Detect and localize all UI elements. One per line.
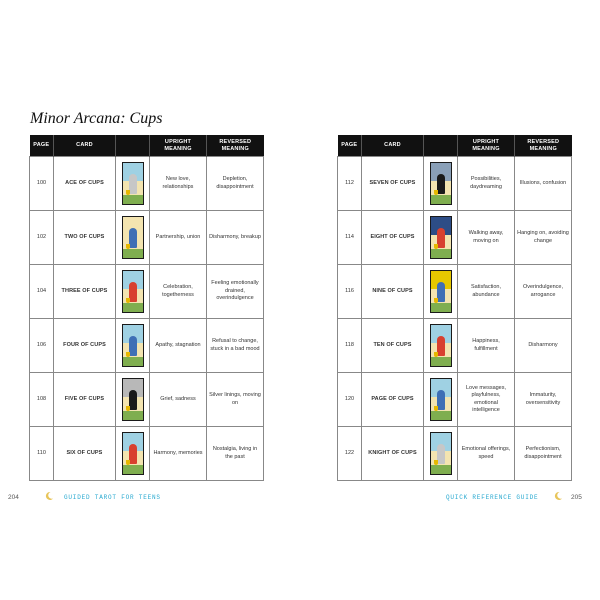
upright-meaning: Grief, sadness — [150, 373, 207, 427]
table-row — [338, 265, 572, 319]
reversed-meaning: Perfectionism, disappointment — [515, 427, 572, 481]
card-image-cell — [116, 157, 150, 211]
reversed-meaning: Silver linings, moving on — [207, 373, 264, 427]
upright-meaning: Apathy, stagnation — [150, 319, 207, 373]
crescent-moon-icon — [44, 491, 54, 501]
table-row — [30, 427, 264, 481]
reversed-meaning: Disharmony — [515, 319, 572, 373]
table-row — [30, 157, 264, 211]
cups-table-left — [29, 135, 264, 481]
card-name: FOUR OF CUPS — [54, 319, 116, 373]
upright-meaning: Possibilities, daydreaming — [458, 157, 515, 211]
table-header-row — [338, 135, 572, 157]
table-row — [30, 211, 264, 265]
page-number: 112 — [338, 157, 362, 211]
card-image-cell — [116, 373, 150, 427]
card-image-cell — [424, 373, 458, 427]
tarot-card-icon — [430, 378, 452, 421]
table-row — [30, 319, 264, 373]
card-name: KNIGHT OF CUPS — [362, 427, 424, 481]
reversed-meaning: Overindulgence, arrogance — [515, 265, 572, 319]
header-image — [116, 135, 150, 157]
header-image — [424, 135, 458, 157]
card-name: ACE OF CUPS — [54, 157, 116, 211]
upright-meaning: Partnership, union — [150, 211, 207, 265]
tarot-card-icon — [122, 432, 144, 475]
table-row — [338, 319, 572, 373]
tarot-card-icon — [122, 324, 144, 367]
upright-meaning: Walking away, moving on — [458, 211, 515, 265]
header-reversed: REVERSED MEANING — [207, 135, 264, 157]
header-card: CARD — [54, 135, 116, 157]
card-image-cell — [116, 319, 150, 373]
upright-meaning: Happiness, fulfillment — [458, 319, 515, 373]
reversed-meaning: Disharmony, breakup — [207, 211, 264, 265]
card-name: PAGE OF CUPS — [362, 373, 424, 427]
header-card: CARD — [362, 135, 424, 157]
card-name: SIX OF CUPS — [54, 427, 116, 481]
header-upright: UPRIGHT MEANING — [458, 135, 515, 157]
card-name: FIVE OF CUPS — [54, 373, 116, 427]
card-image-cell — [424, 265, 458, 319]
page-number: 100 — [30, 157, 54, 211]
page-number: 110 — [30, 427, 54, 481]
footer-book-title: GUIDED TAROT FOR TEENS — [64, 494, 161, 501]
page-number: 114 — [338, 211, 362, 265]
card-name: TWO OF CUPS — [54, 211, 116, 265]
card-name: TEN OF CUPS — [362, 319, 424, 373]
table-header-row — [30, 135, 264, 157]
upright-meaning: Love messages, playfulness, emotional intelligence — [458, 373, 515, 427]
upright-meaning: Harmony, memories — [150, 427, 207, 481]
upright-meaning: Satisfaction, abundance — [458, 265, 515, 319]
reversed-meaning: Depletion, disappointment — [207, 157, 264, 211]
reversed-meaning: Nostalgia, living in the past — [207, 427, 264, 481]
section-title: Minor Arcana: Cups — [30, 110, 163, 127]
page-number: 118 — [338, 319, 362, 373]
header-upright: UPRIGHT MEANING — [150, 135, 207, 157]
tarot-card-icon — [430, 432, 452, 475]
tarot-card-icon — [122, 270, 144, 313]
reversed-meaning: Hanging on, avoiding change — [515, 211, 572, 265]
header-reversed: REVERSED MEANING — [515, 135, 572, 157]
table-row — [338, 427, 572, 481]
table-row — [30, 373, 264, 427]
tarot-card-icon — [430, 162, 452, 205]
tarot-card-icon — [430, 324, 452, 367]
upright-meaning: Celebration, togetherness — [150, 265, 207, 319]
card-image-cell — [116, 265, 150, 319]
reversed-meaning: Immaturity, oversensitivity — [515, 373, 572, 427]
page-number: 122 — [338, 427, 362, 481]
card-image-cell — [424, 427, 458, 481]
card-name: SEVEN OF CUPS — [362, 157, 424, 211]
tarot-card-icon — [122, 162, 144, 205]
page-number: 108 — [30, 373, 54, 427]
card-image-cell — [424, 319, 458, 373]
upright-meaning: New love, relationships — [150, 157, 207, 211]
header-page: PAGE — [338, 135, 362, 157]
crescent-moon-icon — [553, 491, 563, 501]
page-number: 102 — [30, 211, 54, 265]
table-row — [338, 157, 572, 211]
upright-meaning: Emotional offerings, speed — [458, 427, 515, 481]
footer-section-title: QUICK REFERENCE GUIDE — [446, 494, 539, 501]
table-row — [338, 373, 572, 427]
page-number: 106 — [30, 319, 54, 373]
tarot-card-icon — [430, 216, 452, 259]
card-name: THREE OF CUPS — [54, 265, 116, 319]
cups-table-right — [337, 135, 572, 481]
page-number: 116 — [338, 265, 362, 319]
card-image-cell — [116, 211, 150, 265]
card-image-cell — [424, 157, 458, 211]
card-image-cell — [424, 211, 458, 265]
table-row — [338, 211, 572, 265]
card-name: NINE OF CUPS — [362, 265, 424, 319]
tarot-card-icon — [122, 378, 144, 421]
header-page: PAGE — [30, 135, 54, 157]
card-image-cell — [116, 427, 150, 481]
tarot-card-icon — [122, 216, 144, 259]
reversed-meaning: Refusal to change, stuck in a bad mood — [207, 319, 264, 373]
reversed-meaning: Illusions, confusion — [515, 157, 572, 211]
card-name: EIGHT OF CUPS — [362, 211, 424, 265]
footer-page-number-right: 205 — [571, 494, 582, 501]
footer-page-number-left: 204 — [8, 494, 19, 501]
reversed-meaning: Feeling emotionally drained, overindulgence — [207, 265, 264, 319]
tarot-card-icon — [430, 270, 452, 313]
table-row — [30, 265, 264, 319]
page-number: 104 — [30, 265, 54, 319]
page-number: 120 — [338, 373, 362, 427]
